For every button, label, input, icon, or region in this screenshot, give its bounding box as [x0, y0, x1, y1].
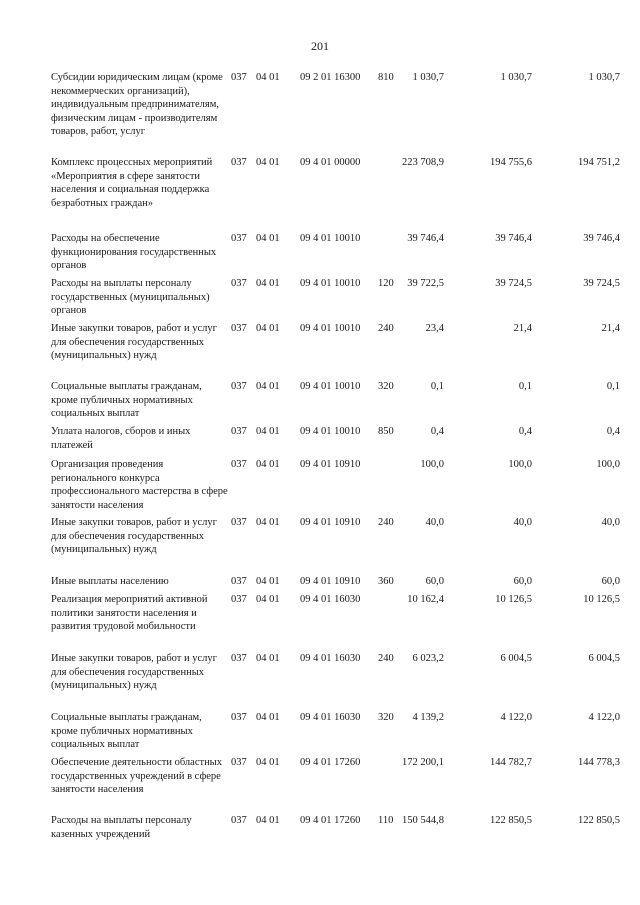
row-value-3: 40,0 — [601, 517, 620, 528]
row-name: Субсидии юридическим лицам (кроме некоммерческих организаций), индивидуальным предпринимателям, физическим лицам - производителям товаров, работ, услуг — [51, 72, 223, 137]
row-value-3: 4 122,0 — [588, 712, 620, 723]
row-section: 04 01 — [256, 653, 280, 664]
row-name: Социальные выплаты гражданам, кроме публичных нормативных социальных выплат — [51, 381, 202, 419]
row-value-2: 39 724,5 — [495, 278, 532, 289]
row-section: 04 01 — [256, 712, 280, 723]
row-value-3: 60,0 — [601, 576, 620, 587]
row-section: 04 01 — [256, 381, 280, 392]
row-csr: 09 4 01 16030 — [300, 712, 361, 723]
row-value-1: 39 746,4 — [407, 233, 444, 244]
row-value-1: 0,4 — [430, 426, 444, 437]
row-name: Реализация мероприятий активной политики занятости населения и развития трудовой мобильности — [51, 594, 208, 632]
row-value-3: 39 746,4 — [583, 233, 620, 244]
row-value-2: 144 782,7 — [490, 757, 532, 768]
row-grbs: 037 — [231, 594, 247, 605]
row-name: Уплата налогов, сборов и иных платежей — [51, 426, 191, 451]
row-vr: 240 — [378, 323, 394, 334]
row-value-3: 39 724,5 — [583, 278, 620, 289]
row-csr: 09 4 01 17260 — [300, 815, 361, 826]
row-csr: 09 4 01 10010 — [300, 426, 361, 437]
row-section: 04 01 — [256, 233, 280, 244]
row-csr: 09 4 01 10010 — [300, 381, 361, 392]
row-name: Иные закупки товаров, работ и услуг для обеспечения государственных (муниципальных) нужд — [51, 653, 217, 691]
row-section: 04 01 — [256, 426, 280, 437]
row-name: Обеспечение деятельности областных государственных учреждений в сфере занятости населения — [51, 757, 222, 795]
row-value-1: 223 708,9 — [402, 157, 444, 168]
row-grbs: 037 — [231, 517, 247, 528]
row-csr: 09 4 01 10010 — [300, 323, 361, 334]
row-name: Иные закупки товаров, работ и услуг для обеспечения государственных (муниципальных) нужд — [51, 517, 217, 555]
row-value-2: 122 850,5 — [490, 815, 532, 826]
row-grbs: 037 — [231, 233, 247, 244]
row-vr: 110 — [378, 815, 394, 826]
row-value-1: 1 030,7 — [412, 72, 444, 83]
row-value-1: 60,0 — [425, 576, 444, 587]
row-csr: 09 4 01 10010 — [300, 233, 361, 244]
row-value-2: 40,0 — [513, 517, 532, 528]
row-value-1: 172 200,1 — [402, 757, 444, 768]
row-name: Иные выплаты населению — [51, 576, 169, 587]
row-name: Организация проведения регионального конкурса профессионального мастерства в сфере занятости населения — [51, 459, 228, 511]
row-section: 04 01 — [256, 459, 280, 470]
row-value-3: 0,4 — [606, 426, 620, 437]
row-name: Социальные выплаты гражданам, кроме публичных нормативных социальных выплат — [51, 712, 202, 750]
row-section: 04 01 — [256, 757, 280, 768]
row-value-1: 100,0 — [420, 459, 444, 470]
row-vr: 850 — [378, 426, 394, 437]
row-value-3: 122 850,5 — [578, 815, 620, 826]
row-grbs: 037 — [231, 757, 247, 768]
row-name: Расходы на обеспечение функционирования государственных органов — [51, 233, 217, 271]
row-grbs: 037 — [231, 381, 247, 392]
row-vr: 240 — [378, 517, 394, 528]
row-csr: 09 2 01 16300 — [300, 72, 361, 83]
row-value-1: 23,4 — [425, 323, 444, 334]
row-section: 04 01 — [256, 815, 280, 826]
row-name: Расходы на выплаты персоналу казенных учреждений — [51, 815, 192, 840]
row-vr: 320 — [378, 712, 394, 723]
row-value-3: 21,4 — [601, 323, 620, 334]
row-value-2: 6 004,5 — [500, 653, 532, 664]
row-value-1: 4 139,2 — [412, 712, 444, 723]
row-value-2: 1 030,7 — [500, 72, 532, 83]
row-name: Иные закупки товаров, работ и услуг для обеспечения государственных (муниципальных) нужд — [51, 323, 217, 361]
row-csr: 09 4 01 10910 — [300, 576, 361, 587]
row-section: 04 01 — [256, 157, 280, 168]
row-section: 04 01 — [256, 517, 280, 528]
row-csr: 09 4 01 16030 — [300, 653, 361, 664]
row-value-3: 144 778,3 — [578, 757, 620, 768]
row-value-2: 0,4 — [518, 426, 532, 437]
row-vr: 810 — [378, 72, 394, 83]
row-value-1: 6 023,2 — [412, 653, 444, 664]
row-value-2: 100,0 — [508, 459, 532, 470]
row-grbs: 037 — [231, 815, 247, 826]
row-csr: 09 4 01 00000 — [300, 157, 361, 168]
row-value-2: 39 746,4 — [495, 233, 532, 244]
row-grbs: 037 — [231, 278, 247, 289]
row-value-1: 10 162,4 — [407, 594, 444, 605]
row-csr: 09 4 01 10010 — [300, 278, 361, 289]
row-csr: 09 4 01 16030 — [300, 594, 361, 605]
row-section: 04 01 — [256, 594, 280, 605]
row-csr: 09 4 01 10910 — [300, 517, 361, 528]
row-value-3: 10 126,5 — [583, 594, 620, 605]
row-value-2: 4 122,0 — [500, 712, 532, 723]
row-section: 04 01 — [256, 323, 280, 334]
row-csr: 09 4 01 17260 — [300, 757, 361, 768]
row-value-2: 21,4 — [513, 323, 532, 334]
row-grbs: 037 — [231, 459, 247, 470]
row-csr: 09 4 01 10910 — [300, 459, 361, 470]
row-grbs: 037 — [231, 712, 247, 723]
row-value-3: 194 751,2 — [578, 157, 620, 168]
row-section: 04 01 — [256, 72, 280, 83]
row-section: 04 01 — [256, 576, 280, 587]
row-value-2: 0,1 — [518, 381, 532, 392]
row-value-1: 40,0 — [425, 517, 444, 528]
row-section: 04 01 — [256, 278, 280, 289]
row-grbs: 037 — [231, 426, 247, 437]
row-value-1: 0,1 — [430, 381, 444, 392]
row-value-3: 100,0 — [596, 459, 620, 470]
row-value-1: 150 544,8 — [402, 815, 444, 826]
row-value-2: 194 755,6 — [490, 157, 532, 168]
page-number: 201 — [311, 39, 329, 53]
row-value-3: 6 004,5 — [588, 653, 620, 664]
row-value-2: 10 126,5 — [495, 594, 532, 605]
row-name: Комплекс процессных мероприятий «Мероприятия в сфере занятости населения и социальная поддержка безработных граждан» — [51, 157, 213, 209]
row-vr: 320 — [378, 381, 394, 392]
row-value-2: 60,0 — [513, 576, 532, 587]
row-value-3: 1 030,7 — [588, 72, 620, 83]
row-vr: 360 — [378, 576, 394, 587]
row-vr: 240 — [378, 653, 394, 664]
row-grbs: 037 — [231, 157, 247, 168]
row-value-1: 39 722,5 — [407, 278, 444, 289]
row-grbs: 037 — [231, 576, 247, 587]
row-value-3: 0,1 — [606, 381, 620, 392]
row-name: Расходы на выплаты персоналу государственных (муниципальных) органов — [51, 278, 210, 316]
row-grbs: 037 — [231, 323, 247, 334]
row-vr: 120 — [378, 278, 394, 289]
row-grbs: 037 — [231, 72, 247, 83]
row-grbs: 037 — [231, 653, 247, 664]
